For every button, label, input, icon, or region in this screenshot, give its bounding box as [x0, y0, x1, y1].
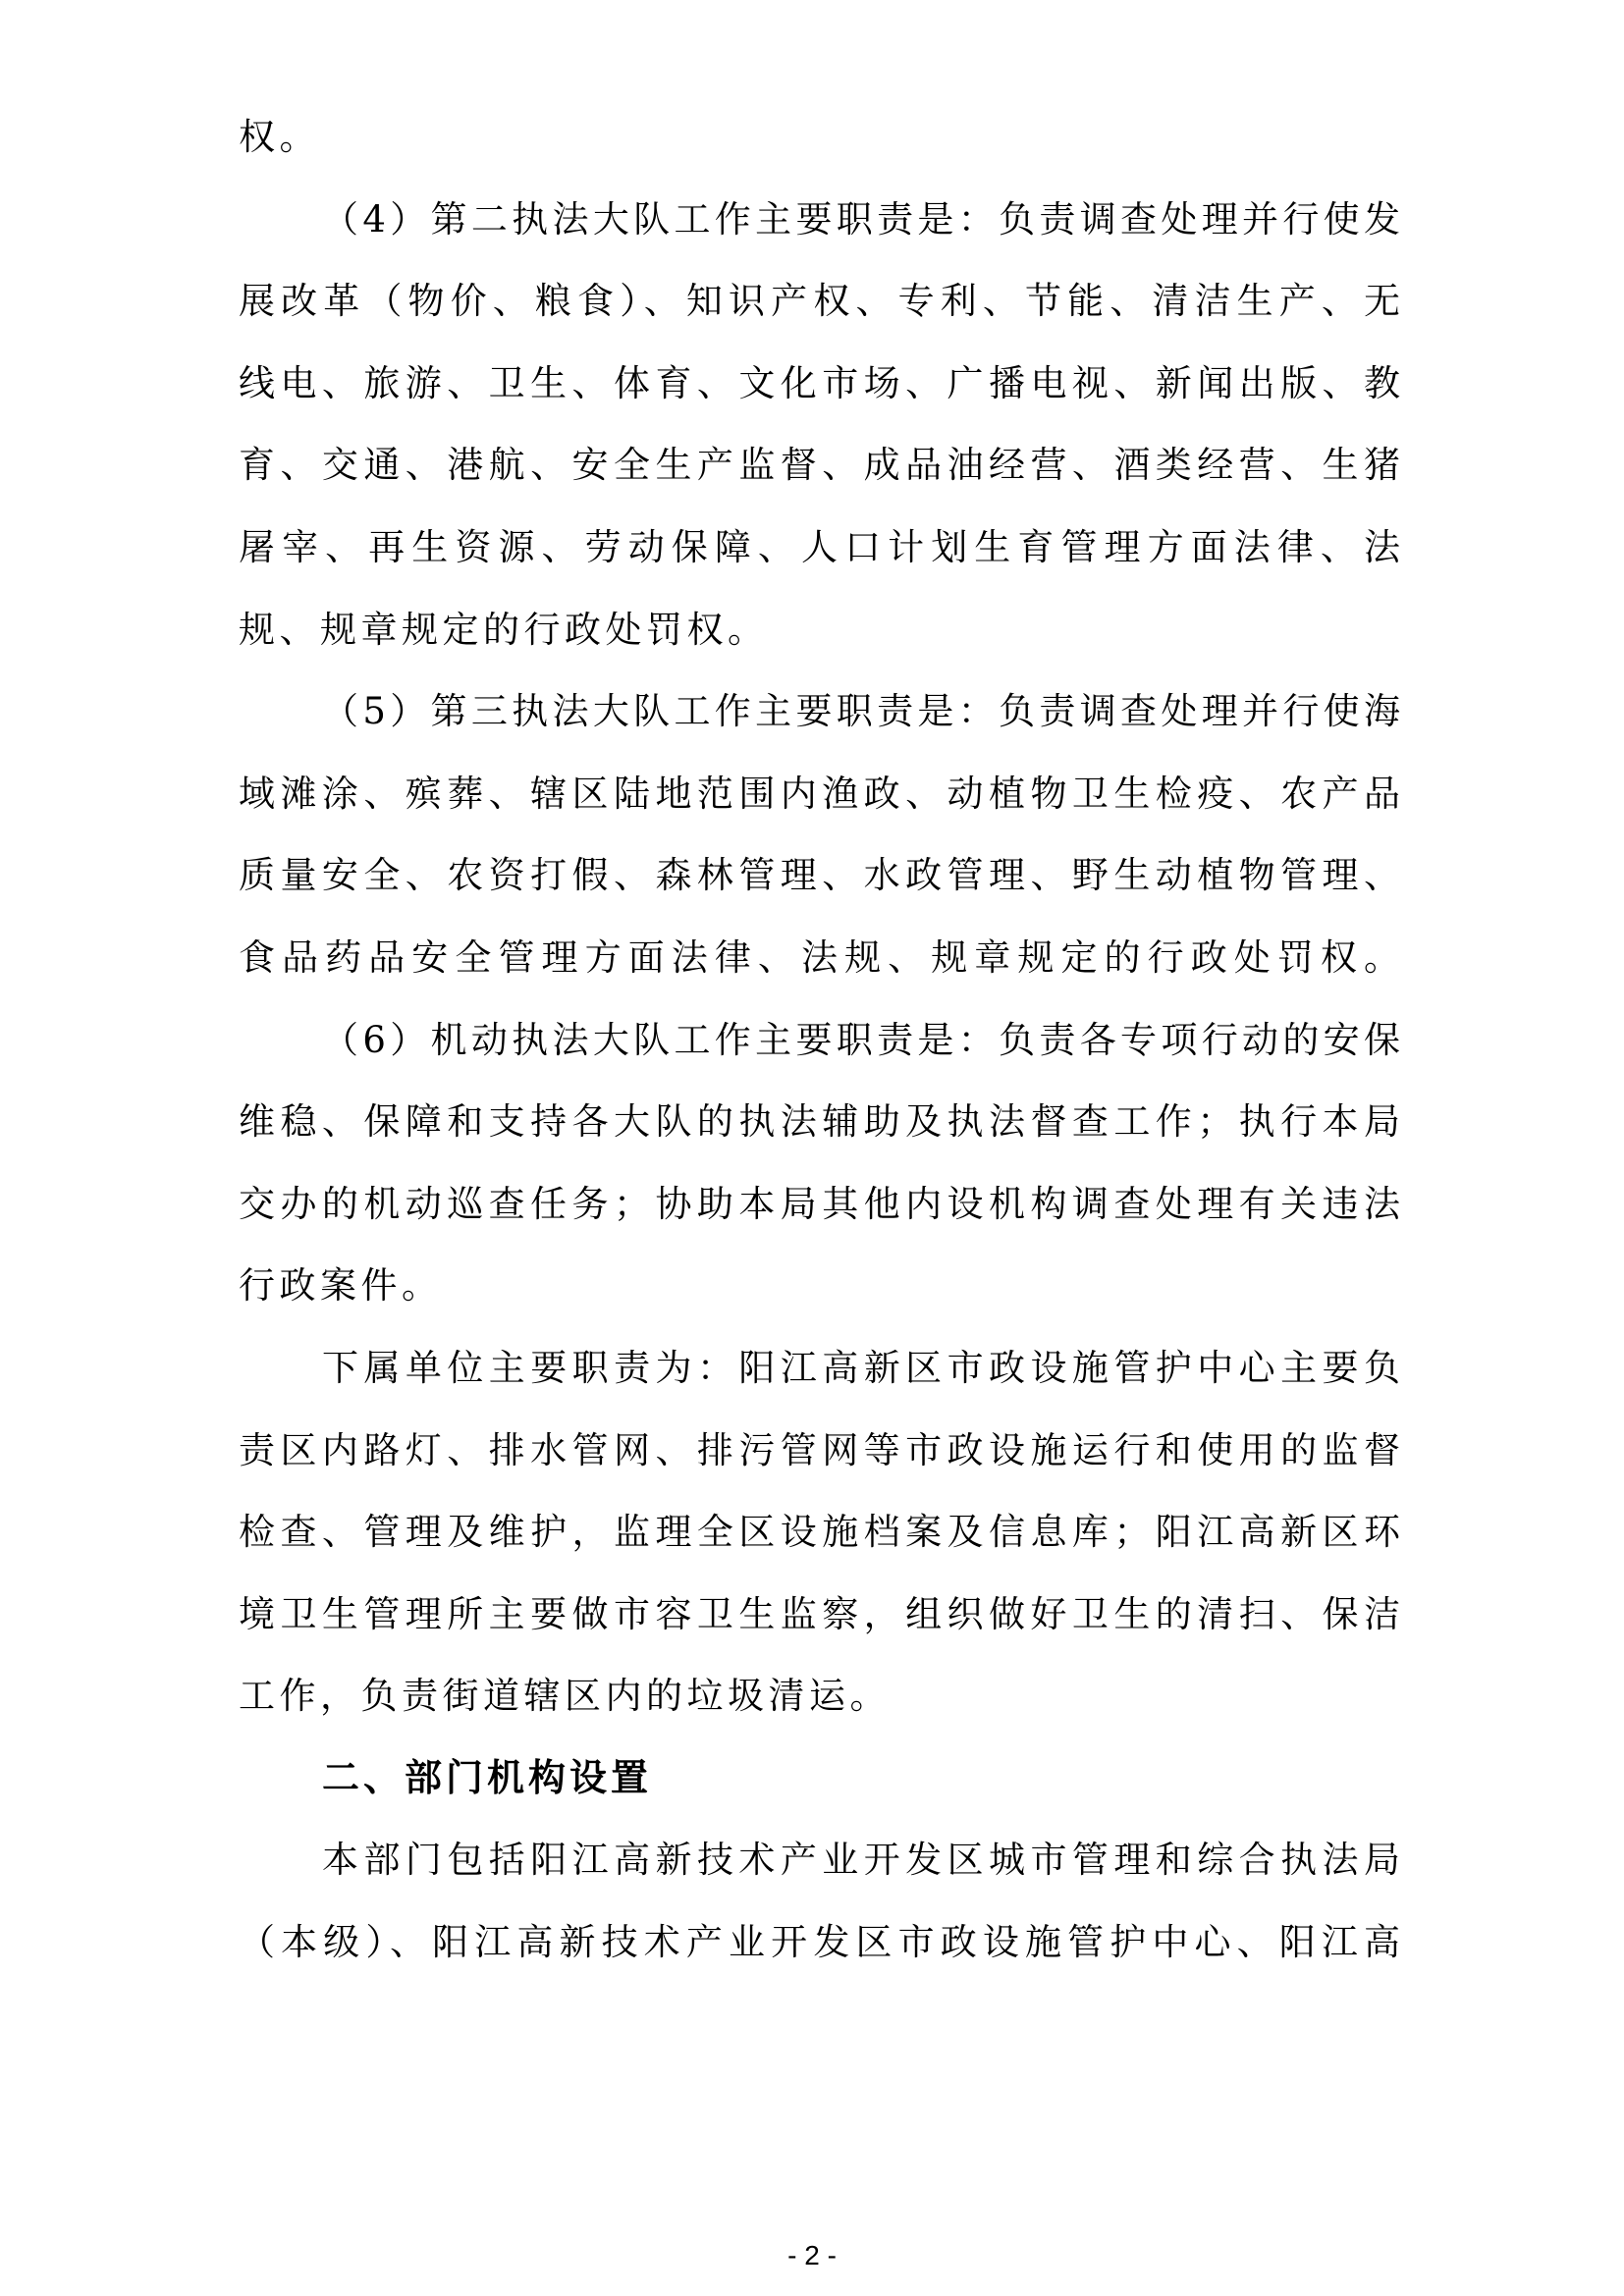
page-number: - 2 -	[787, 2240, 837, 2270]
paragraph-line: 行政案件。	[239, 1264, 443, 1308]
paragraph-line: 线电、旅游、卫生、体育、文化市场、广播电视、新闻出版、教	[239, 361, 1400, 404]
section-heading: 二、部门机构设置	[322, 1755, 653, 1799]
paragraph-line: （本级）、阳江高新技术产业开发区市政设施管护中心、阳江高	[239, 1921, 1400, 1964]
paragraph-line: 规、规章规定的行政处罚权。	[239, 608, 769, 651]
paragraph-line: 权。	[239, 116, 320, 158]
paragraph-line: 境卫生管理所主要做市容卫生监察，组织做好卫生的清扫、保洁	[239, 1592, 1400, 1635]
paragraph-line: 育、交通、港航、安全生产监督、成品油经营、酒类经营、生猪	[239, 444, 1400, 487]
paragraph-line: 本部门包括阳江高新技术产业开发区城市管理和综合执法局	[322, 1839, 1400, 1882]
paragraph-line: （5）第三执法大队工作主要职责是：负责调查处理并行使海	[322, 690, 1400, 733]
paragraph-line: 域滩涂、殡葬、辖区陆地范围内渔政、动植物卫生检疫、农产品	[239, 772, 1400, 815]
paragraph-line: 责区内路灯、排水管网、排污管网等市政设施运行和使用的监督	[239, 1428, 1400, 1471]
paragraph-line: （6）机动执法大队工作主要职责是：负责各专项行动的安保	[322, 1018, 1400, 1061]
paragraph-line: 交办的机动巡查任务；协助本局其他内设机构调查处理有关违法	[239, 1182, 1400, 1225]
paragraph-line: 检查、管理及维护，监理全区设施档案及信息库；阳江高新区环	[239, 1511, 1400, 1554]
paragraph-line: 下属单位主要职责为：阳江高新区市政设施管护中心主要负	[322, 1346, 1400, 1389]
paragraph-line: 质量安全、农资打假、森林管理、水政管理、野生动植物管理、	[239, 854, 1400, 897]
paragraph-line: 食品药品安全管理方面法律、法规、规章规定的行政处罚权。	[239, 935, 1400, 979]
paragraph-line: 屠宰、再生资源、劳动保障、人口计划生育管理方面法律、法	[239, 525, 1400, 568]
paragraph-line: 维稳、保障和支持各大队的执法辅助及执法督查工作；执行本局	[239, 1100, 1400, 1144]
paragraph-line: （4）第二执法大队工作主要职责是：负责调查处理并行使发	[322, 197, 1400, 240]
paragraph-line: 展改革（物价、粮食）、知识产权、专利、节能、清洁生产、无	[239, 280, 1400, 323]
body-text	[239, 96, 1400, 1984]
paragraph-line: 工作，负责街道辖区内的垃圾清运。	[239, 1675, 891, 1718]
